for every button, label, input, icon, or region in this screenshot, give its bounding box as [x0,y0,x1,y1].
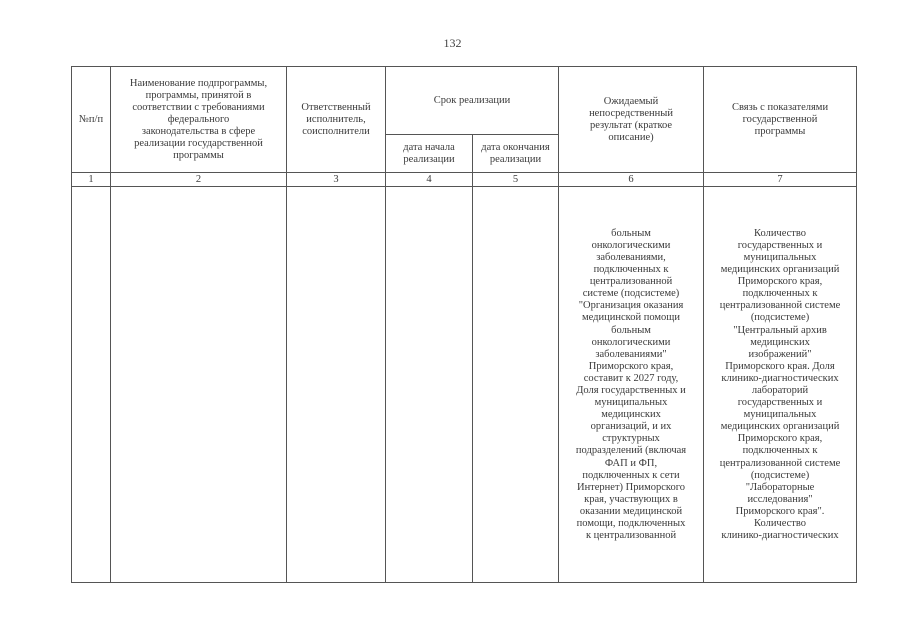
cell-executor [287,187,386,583]
page-number: 132 [443,36,462,50]
cell-link: Количество государственных и муниципальных медицинских организаций Приморского края, подключенных к централизованной системе (подсистеме) "Центральный архив медицинских изображений" Приморского края. Доля клинико-диагностических лабораторий государственных и муниципальных медицинских организаций Приморского края, подключенных к централизованной системе (подсистеме) "Лабораторные исследования" Приморского края". Количество клинико-диагностических [704,187,857,583]
column-number: 1 [72,173,111,187]
column-numbers-row [72,173,857,187]
header-result: Ожидаемый непосредственный результат (краткое описание) [559,67,704,173]
column-number: 3 [287,173,386,187]
header-num: №п/п [72,67,111,173]
header-start: дата начала реализации [386,135,473,173]
cell-result: больным онкологическими заболеваниями, подключенных к централизованной системе (подсистеме) "Организация оказания медицинской помощи больным онкологическими заболеваниями" Приморского края, составит к 2027 году, Доля государственных и муниципальных медицинских организаций, и их структурных подразделений (включая ФАП и ФП, подключенных к сети Интернет) Приморского края, участвующих в оказании медицинской помощи, подключенных к централизованной [559,187,704,583]
header-executor: Ответственный исполнитель, соисполнители [287,67,386,173]
header-end: дата окончания реализации [473,135,559,173]
cell-name [111,187,287,583]
table-header [72,67,857,187]
cell-start [386,187,473,583]
column-number: 4 [386,173,473,187]
cell-num [72,187,111,583]
header-link: Связь с показателями государственной программы [704,67,857,173]
column-number: 5 [473,173,559,187]
column-number: 2 [111,173,287,187]
column-number: 7 [704,173,857,187]
cell-end [473,187,559,583]
header-srok: Срок реализации [386,67,559,135]
header-name: Наименование подпрограммы, программы, принятой в соответствии с требованиями федерального законодательства в сфере реализации государственной программы [111,67,287,173]
column-number: 6 [559,173,704,187]
program-table [71,66,857,583]
table-row [72,187,857,583]
